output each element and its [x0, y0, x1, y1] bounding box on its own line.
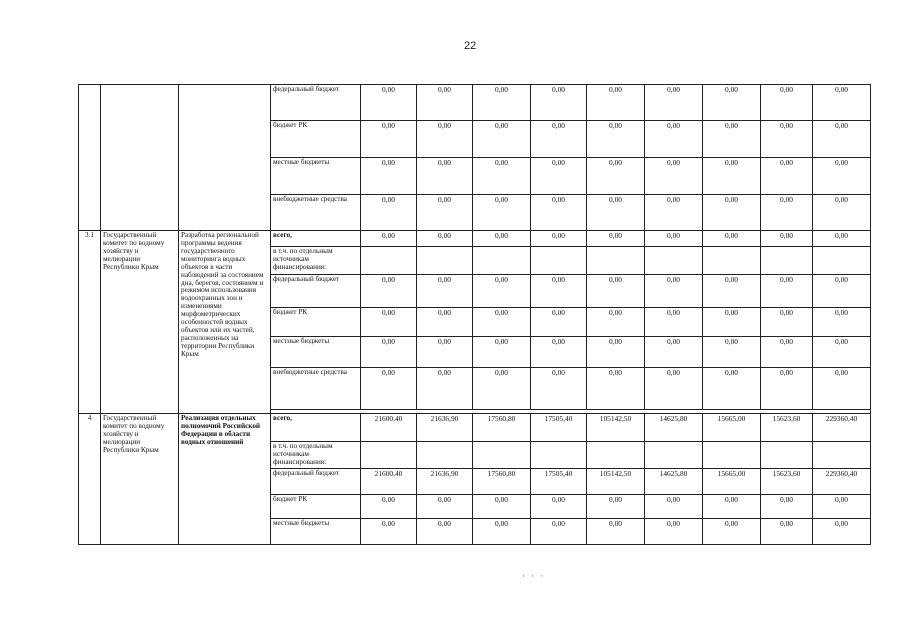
value-cell: 0,00 [361, 158, 417, 195]
value-cell: 0,00 [761, 275, 813, 308]
value-cell: 0,00 [587, 275, 645, 308]
value-cell: 0,00 [473, 308, 531, 337]
value-cell: 17505,40 [531, 414, 587, 442]
value-cell: 0,00 [473, 231, 531, 247]
value-cell: 0,00 [761, 518, 813, 544]
empty-cell [813, 247, 871, 275]
value-cell: 0,00 [417, 368, 473, 410]
executor-name: Государственный комитет по водному хозяйству и мелиорации Республики Крым [101, 231, 179, 414]
value-cell: 0,00 [361, 337, 417, 368]
value-cell: 0,00 [531, 308, 587, 337]
empty-cell [531, 442, 587, 469]
value-cell: 0,00 [531, 231, 587, 247]
value-cell: 0,00 [645, 121, 703, 158]
value-cell: 0,00 [473, 518, 531, 544]
value-cell: 0,00 [417, 518, 473, 544]
value-cell: 0,00 [645, 195, 703, 231]
source-label: федеральный бюджет [271, 85, 361, 121]
value-cell: 0,00 [703, 121, 761, 158]
value-cell: 0,00 [587, 494, 645, 518]
value-cell: 0,00 [417, 85, 473, 121]
value-cell: 0,00 [417, 275, 473, 308]
value-cell: 0,00 [473, 494, 531, 518]
measure-description: Реализация отдельных полномочий Российской Федерации в области водных отношений [179, 414, 271, 545]
row-index: 4 [79, 414, 101, 545]
value-cell: 0,00 [473, 121, 531, 158]
value-cell: 0,00 [645, 158, 703, 195]
source-label: внебюджетные средства [271, 368, 361, 410]
value-cell: 0,00 [361, 121, 417, 158]
value-cell: 0,00 [587, 85, 645, 121]
empty-cell [531, 247, 587, 275]
source-label: федеральный бюджет [271, 275, 361, 308]
source-label: в т.ч. по отдельным источникам финансирования: [271, 442, 361, 469]
value-cell: 0,00 [761, 308, 813, 337]
value-cell: 0,00 [703, 85, 761, 121]
value-cell: 0,00 [645, 494, 703, 518]
value-cell: 0,00 [361, 231, 417, 247]
value-cell: 0,00 [531, 195, 587, 231]
empty-cell [587, 247, 645, 275]
source-label: местные бюджеты [271, 518, 361, 544]
value-cell: 0,00 [703, 275, 761, 308]
value-cell: 0,00 [361, 195, 417, 231]
empty-cell [361, 247, 417, 275]
value-cell: 0,00 [813, 308, 871, 337]
executor-name: Государственный комитет по водному хозяйству и мелиорации Республики Крым [101, 414, 179, 545]
table-row [79, 231, 871, 247]
value-cell: 0,00 [703, 158, 761, 195]
empty-cell [473, 247, 531, 275]
value-cell: 15665,00 [703, 414, 761, 442]
table-row [79, 85, 871, 121]
value-cell: 0,00 [361, 518, 417, 544]
source-label: бюджет РК [271, 121, 361, 158]
value-cell: 229360,40 [813, 468, 871, 494]
executor-cell [101, 85, 179, 231]
value-cell: 0,00 [703, 518, 761, 544]
value-cell: 0,00 [813, 121, 871, 158]
value-cell: 0,00 [703, 231, 761, 247]
value-cell: 0,00 [531, 275, 587, 308]
value-cell: 0,00 [531, 494, 587, 518]
value-cell: 0,00 [761, 337, 813, 368]
value-cell: 0,00 [761, 368, 813, 410]
value-cell: 0,00 [703, 368, 761, 410]
value-cell: 0,00 [813, 85, 871, 121]
index-cell [79, 85, 101, 231]
value-cell: 0,00 [703, 494, 761, 518]
empty-cell [473, 442, 531, 469]
empty-cell [703, 442, 761, 469]
value-cell: 0,00 [361, 275, 417, 308]
value-cell: 0,00 [813, 158, 871, 195]
value-cell: 0,00 [761, 85, 813, 121]
value-cell: 229360,40 [813, 414, 871, 442]
value-cell: 0,00 [473, 195, 531, 231]
source-label: бюджет РК [271, 494, 361, 518]
source-label: в т.ч. по отдельным источникам финансирования: [271, 247, 361, 275]
value-cell: 21636,90 [417, 468, 473, 494]
value-cell: 0,00 [473, 85, 531, 121]
value-cell: 0,00 [587, 308, 645, 337]
value-cell: 0,00 [761, 494, 813, 518]
value-cell: 0,00 [587, 368, 645, 410]
value-cell: 0,00 [703, 308, 761, 337]
empty-cell [703, 247, 761, 275]
value-cell: 0,00 [473, 275, 531, 308]
value-cell: 14625,80 [645, 468, 703, 494]
value-cell: 0,00 [645, 308, 703, 337]
value-cell: 17505,40 [531, 468, 587, 494]
value-cell: 0,00 [531, 85, 587, 121]
value-cell: 0,00 [417, 195, 473, 231]
value-cell: 0,00 [531, 518, 587, 544]
value-cell: 0,00 [587, 518, 645, 544]
source-label: внебюджетные средства [271, 195, 361, 231]
value-cell: 0,00 [813, 195, 871, 231]
value-cell: 0,00 [645, 85, 703, 121]
value-cell: 0,00 [813, 494, 871, 518]
value-cell: 21636,90 [417, 414, 473, 442]
measure-description: Разработка региональной программы ведения государственного мониторинга водных объектов в части наблюдений за состоянием дна, берегов, состоянием и режимом использования водоохранных зон и изменениями морфометрических особенностей водных объектов или их частей, расположенных на территории Республики Крым [179, 231, 271, 414]
value-cell: 15623,60 [761, 414, 813, 442]
empty-cell [645, 247, 703, 275]
value-cell: 21600,40 [361, 414, 417, 442]
row-index: 3.1 [79, 231, 101, 414]
empty-cell [813, 442, 871, 469]
page-number: 22 [464, 40, 477, 52]
value-cell: 0,00 [531, 337, 587, 368]
value-cell: 0,00 [645, 275, 703, 308]
value-cell: 0,00 [417, 121, 473, 158]
measure-cell [179, 85, 271, 231]
value-cell: 0,00 [531, 121, 587, 158]
value-cell: 0,00 [361, 308, 417, 337]
source-label: местные бюджеты [271, 337, 361, 368]
value-cell: 0,00 [813, 275, 871, 308]
value-cell: 0,00 [645, 337, 703, 368]
value-cell: 0,00 [813, 337, 871, 368]
value-cell: 0,00 [531, 368, 587, 410]
value-cell: 0,00 [473, 368, 531, 410]
value-cell: 0,00 [473, 337, 531, 368]
value-cell: 0,00 [587, 121, 645, 158]
value-cell: 21600,40 [361, 468, 417, 494]
value-cell: 0,00 [761, 231, 813, 247]
value-cell: 0,00 [587, 337, 645, 368]
value-cell: 0,00 [761, 158, 813, 195]
value-cell: 0,00 [417, 231, 473, 247]
value-cell: 0,00 [587, 231, 645, 247]
empty-cell [587, 442, 645, 469]
value-cell: 17560,80 [473, 468, 531, 494]
value-cell: 0,00 [703, 195, 761, 231]
value-cell: 0,00 [417, 308, 473, 337]
empty-cell [761, 247, 813, 275]
value-cell: 0,00 [361, 368, 417, 410]
value-cell: 0,00 [361, 494, 417, 518]
value-cell: 105142,50 [587, 468, 645, 494]
value-cell: 0,00 [813, 231, 871, 247]
empty-cell [417, 442, 473, 469]
value-cell: 0,00 [703, 337, 761, 368]
source-label: бюджет РК [271, 308, 361, 337]
source-label: федеральный бюджет [271, 468, 361, 494]
value-cell: 17560,80 [473, 414, 531, 442]
value-cell: 0,00 [417, 337, 473, 368]
budget-table [78, 84, 871, 545]
scan-artifact-dots: · · · [522, 571, 546, 581]
value-cell: 0,00 [645, 231, 703, 247]
empty-cell [417, 247, 473, 275]
empty-cell [645, 442, 703, 469]
source-label: всего, [271, 231, 361, 247]
source-label: местные бюджеты [271, 158, 361, 195]
source-label: всего, [271, 414, 361, 442]
value-cell: 14625,80 [645, 414, 703, 442]
value-cell: 0,00 [417, 158, 473, 195]
value-cell: 0,00 [813, 518, 871, 544]
value-cell: 0,00 [761, 195, 813, 231]
value-cell: 15623,60 [761, 468, 813, 494]
value-cell: 0,00 [813, 368, 871, 410]
value-cell: 0,00 [417, 494, 473, 518]
value-cell: 105142,50 [587, 414, 645, 442]
value-cell: 15665,00 [703, 468, 761, 494]
value-cell: 0,00 [473, 158, 531, 195]
value-cell: 0,00 [587, 158, 645, 195]
value-cell: 0,00 [645, 518, 703, 544]
value-cell: 0,00 [531, 158, 587, 195]
value-cell: 0,00 [645, 368, 703, 410]
empty-cell [361, 442, 417, 469]
empty-cell [761, 442, 813, 469]
table-row [79, 414, 871, 442]
value-cell: 0,00 [761, 121, 813, 158]
value-cell: 0,00 [361, 85, 417, 121]
value-cell: 0,00 [587, 195, 645, 231]
